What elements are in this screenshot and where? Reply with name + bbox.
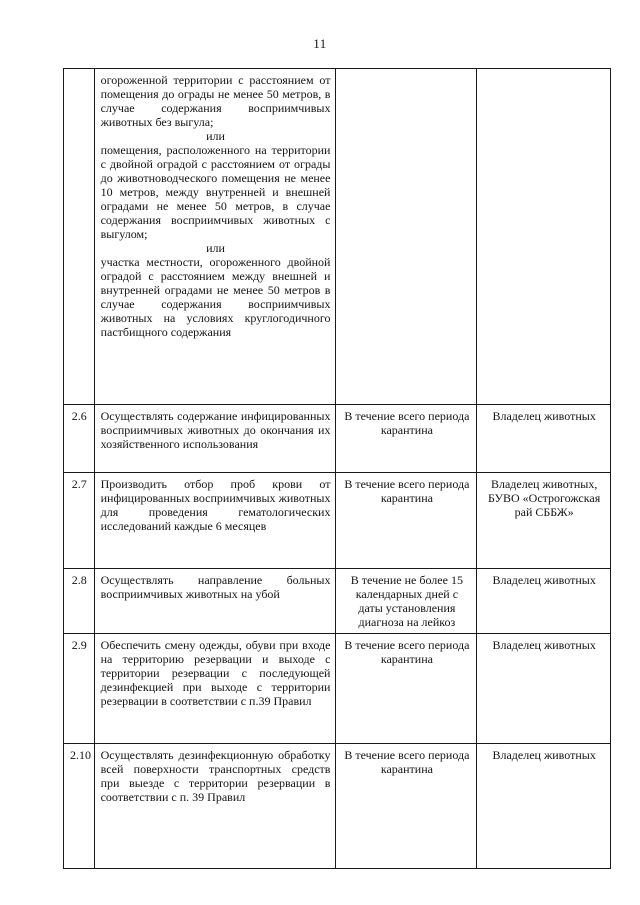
measure-cell: Осуществлять содержание инфицированных восприимчивых животных до окончания их хозяйственного использования bbox=[94, 405, 336, 473]
measure-cell bbox=[94, 69, 336, 405]
measure-cell: Производить отбор проб крови от инфицированных восприимчивых животных для проведения гематологических исследований каждые 6 месяцев bbox=[94, 473, 336, 569]
table-row-2-10 bbox=[64, 744, 611, 869]
quarantine-measures-table bbox=[63, 68, 611, 869]
term-cell bbox=[336, 69, 477, 405]
row-number: 2.9 bbox=[64, 634, 95, 744]
term-cell: В течение всего периода карантина bbox=[336, 744, 477, 869]
measure-text-segment: огороженной территории с расстоянием от помещения до ограды не менее 50 метров, в случае содержания восприимчивых животных без выгула; bbox=[100, 73, 331, 129]
row-number: 2.7 bbox=[64, 473, 95, 569]
table-row-2-6 bbox=[64, 405, 611, 473]
responsible-cell: Владелец животных bbox=[477, 634, 611, 744]
responsible-cell: Владелец животных, БУВО «Острогожская рай СББЖ» bbox=[477, 473, 611, 569]
measure-text-segment: участка местности, огороженного двойной оградой с расстоянием между внешней и внутренней оградами не менее 50 метров в случае содержания восприимчивых животных на условиях круглогодичного пастбищного содержания bbox=[100, 255, 331, 339]
row-number: 2.10 bbox=[64, 744, 95, 869]
table-row-2-9 bbox=[64, 634, 611, 744]
measure-cell: Осуществлять дезинфекционную обработку всей поверхности транспортных средств при выезде с территории резервации в соответствии с п. 39 Правил bbox=[94, 744, 336, 869]
or-separator: или bbox=[206, 129, 225, 143]
page-number: 11 bbox=[313, 36, 327, 51]
term-cell: В течение всего периода карантина bbox=[336, 405, 477, 473]
row-number: 2.6 bbox=[64, 405, 95, 473]
table-row-2-7 bbox=[64, 473, 611, 569]
measure-text-segment: помещения, расположенного на территории с двойной оградой с расстоянием от ограды до животноводческого помещения не менее 10 метров, между внутренней и внешней оградами не менее 50 метров, в случае содержания восприимчивых животных с выгулом; bbox=[100, 143, 331, 241]
table-row-continued bbox=[64, 69, 611, 405]
responsible-cell bbox=[477, 69, 611, 405]
or-separator: или bbox=[206, 241, 225, 255]
term-cell: В течение не более 15 календарных дней с даты установления диагноза на лейкоз bbox=[336, 569, 477, 634]
measure-cell: Осуществлять направление больных восприимчивых животных на убой bbox=[94, 569, 336, 634]
row-number: 2.8 bbox=[64, 569, 95, 634]
responsible-cell: Владелец животных bbox=[477, 744, 611, 869]
term-cell: В течение всего периода карантина bbox=[336, 473, 477, 569]
table-row-2-8 bbox=[64, 569, 611, 634]
term-cell: В течение всего периода карантина bbox=[336, 634, 477, 744]
responsible-cell: Владелец животных bbox=[477, 405, 611, 473]
row-number bbox=[64, 69, 95, 405]
responsible-cell: Владелец животных bbox=[477, 569, 611, 634]
measure-cell: Обеспечить смену одежды, обуви при входе на территорию резервации и выходе с территории резервации с последующей дезинфекцией при выходе с территории резервации в соответствии с п.39 Правил bbox=[94, 634, 336, 744]
